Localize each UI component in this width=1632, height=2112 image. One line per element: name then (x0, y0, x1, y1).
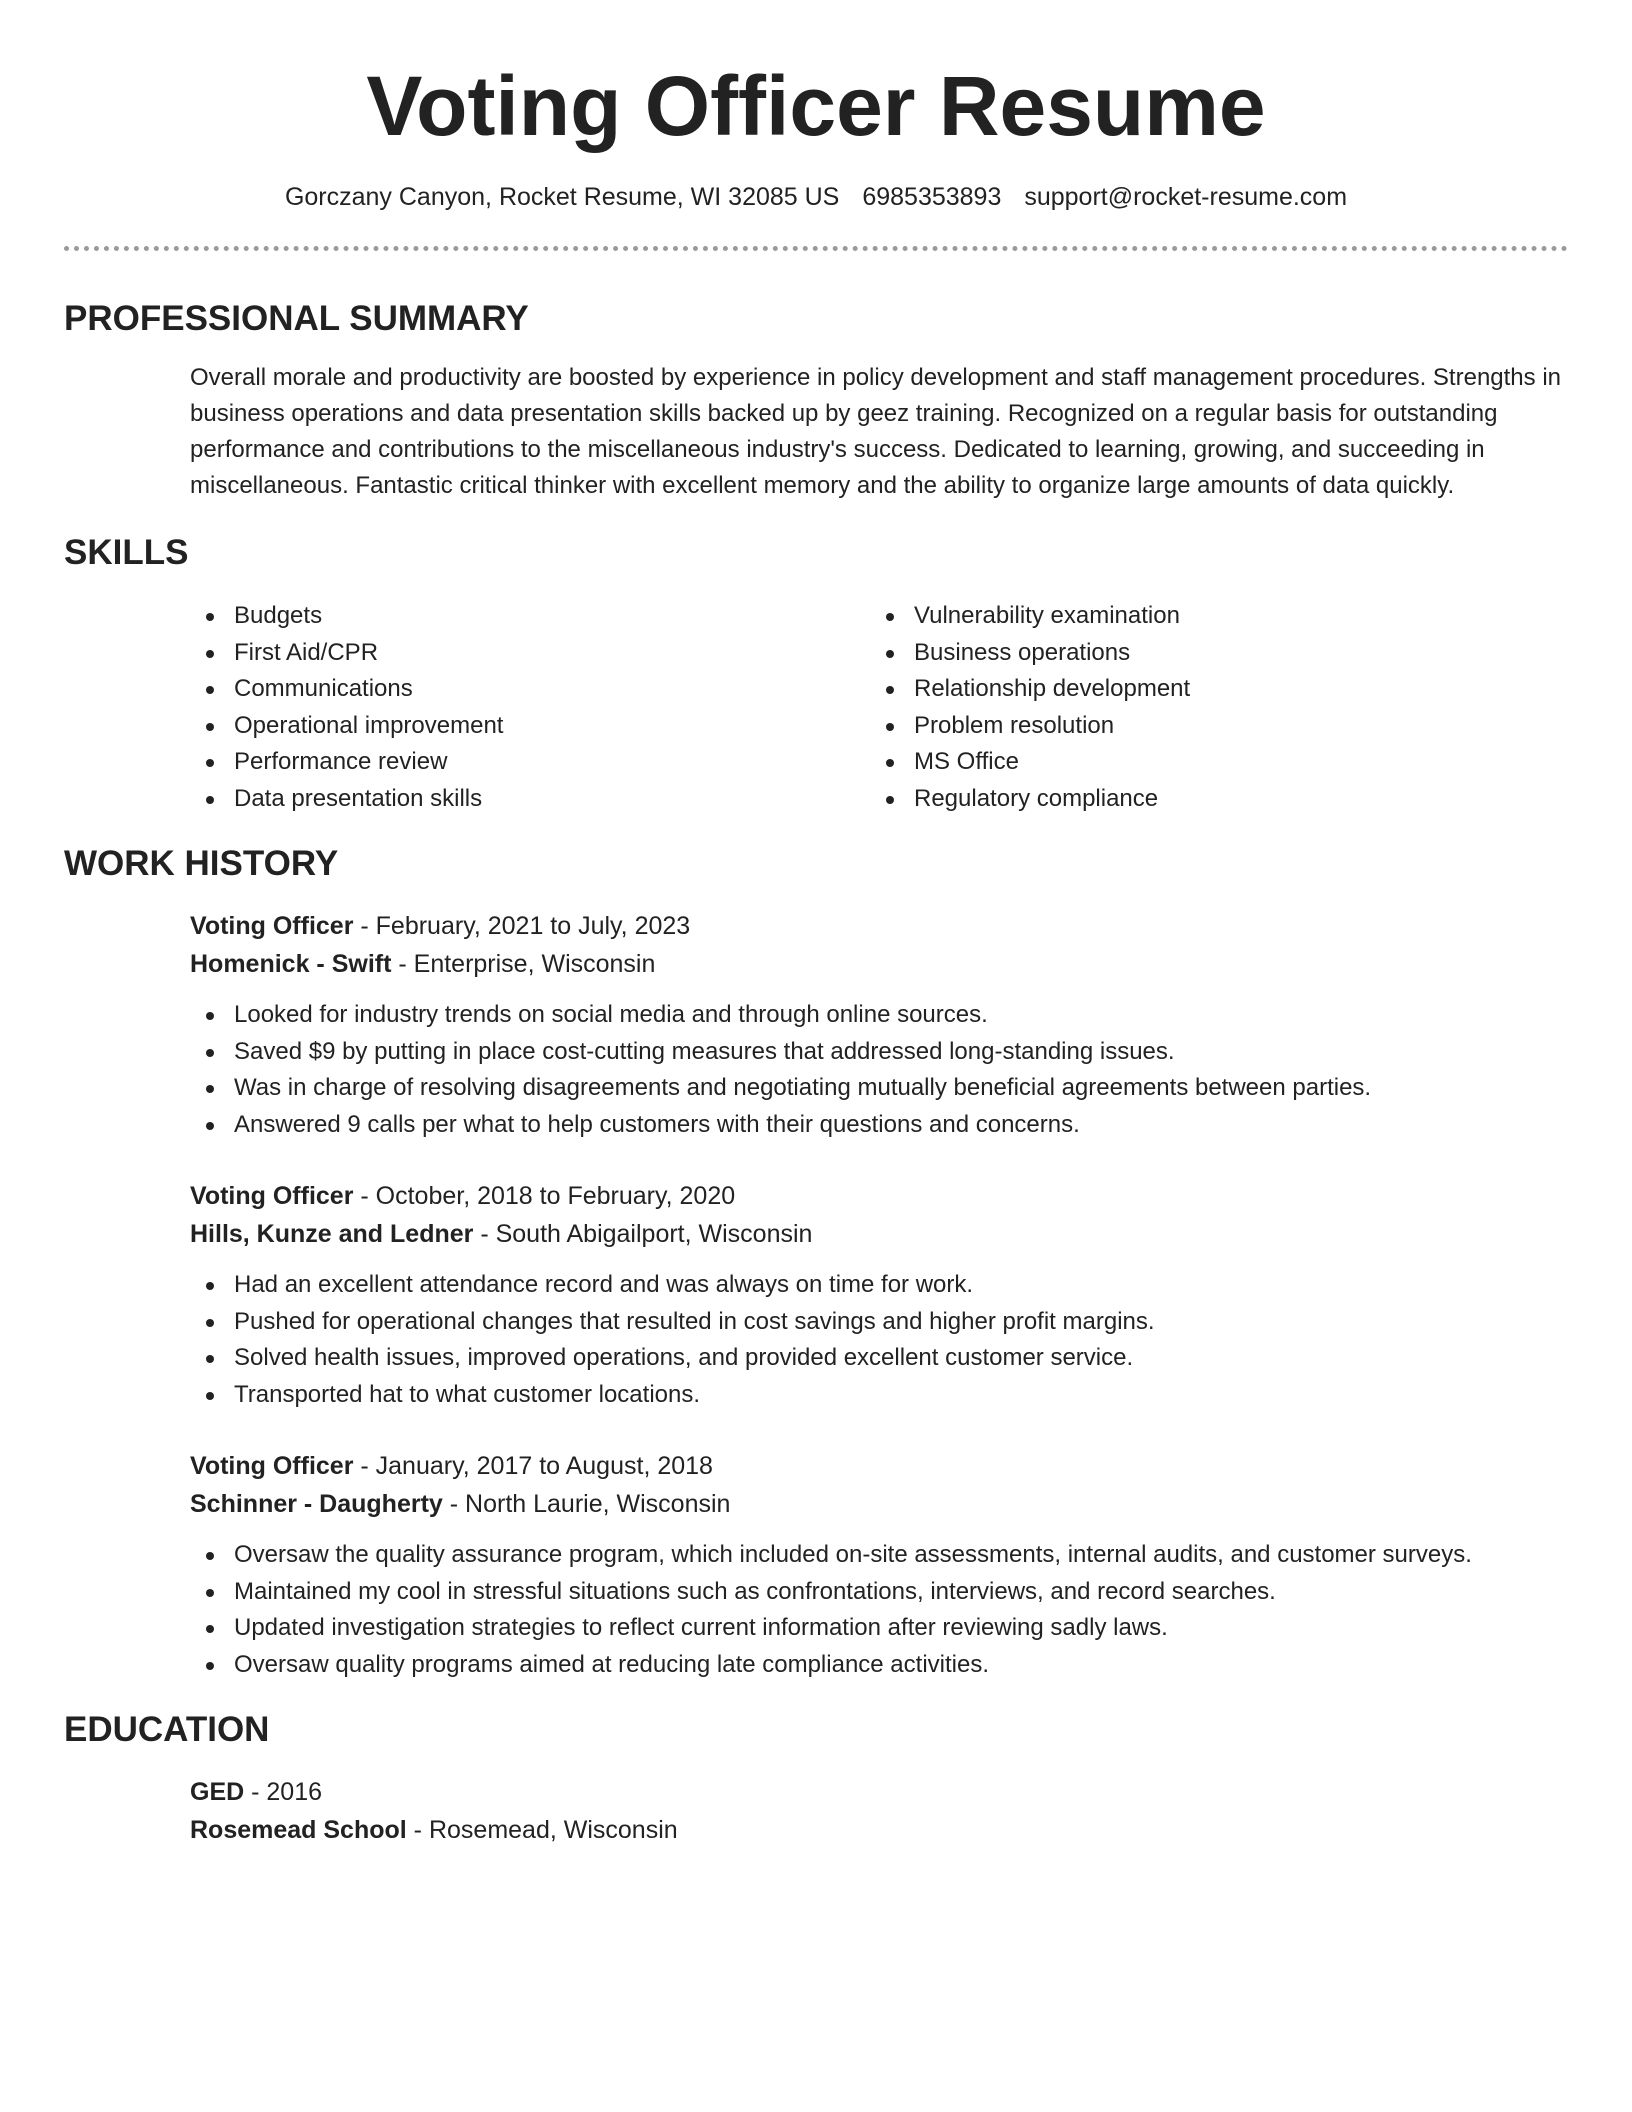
job-company-line (190, 1485, 1568, 1523)
job-company-line (190, 945, 1568, 983)
job-duty: Looked for industry trends on social media and through online sources. (190, 997, 1568, 1034)
education-heading: EDUCATION (64, 1710, 270, 1749)
skills-column-right (870, 598, 1550, 817)
job-duty: Oversaw quality programs aimed at reducing late compliance activities. (190, 1647, 1568, 1684)
job-duties (190, 1537, 1568, 1683)
job-location: - South Abigailport, Wisconsin (473, 1220, 813, 1248)
skill-item: Performance review (190, 744, 870, 781)
job-entry (190, 1447, 1568, 1683)
skill-item: Vulnerability examination (870, 598, 1550, 635)
resume-title: Voting Officer Resume (366, 59, 1266, 153)
header-divider (64, 246, 1568, 251)
job-company: Homenick - Swift (190, 950, 392, 978)
job-title-line (190, 907, 1568, 945)
job-entry (190, 1177, 1568, 1413)
job-duties (190, 1267, 1568, 1413)
skill-item: Data presentation skills (190, 781, 870, 818)
skill-item: Business operations (870, 635, 1550, 672)
work-history-section (64, 841, 1568, 1683)
job-role: Voting Officer (190, 1452, 354, 1480)
contact-info (64, 180, 1568, 214)
job-dates: - February, 2021 to July, 2023 (353, 912, 691, 940)
skills-columns (190, 598, 1568, 817)
skill-item: Operational improvement (190, 708, 870, 745)
skill-item: Problem resolution (870, 708, 1550, 745)
work-history-heading: WORK HISTORY (64, 844, 339, 883)
job-duty: Had an excellent attendance record and was always on time for work. (190, 1267, 1568, 1304)
job-duty: Oversaw the quality assurance program, which included on-site assessments, internal audits, and customer surveys. (190, 1537, 1568, 1574)
job-role: Voting Officer (190, 1182, 354, 1210)
job-duties (190, 997, 1568, 1143)
job-duty: Updated investigation strategies to reflect current information after reviewing sadly laws. (190, 1610, 1568, 1647)
job-duty: Solved health issues, improved operations, and provided excellent customer service. (190, 1340, 1568, 1377)
job-duty: Was in charge of resolving disagreements and negotiating mutually beneficial agreements between parties. (190, 1070, 1568, 1107)
summary-heading: PROFESSIONAL SUMMARY (64, 299, 529, 338)
job-location: - North Laurie, Wisconsin (442, 1490, 731, 1518)
skill-item: MS Office (870, 744, 1550, 781)
job-location: - Enterprise, Wisconsin (391, 950, 656, 978)
job-title-line (190, 1447, 1568, 1485)
skill-item: Budgets (190, 598, 870, 635)
job-duty: Transported hat to what customer locations. (190, 1377, 1568, 1414)
education-degree-line (190, 1773, 1568, 1811)
contact-address: Gorczany Canyon, Rocket Resume, WI 32085 US (284, 183, 840, 211)
job-company-line (190, 1215, 1568, 1253)
summary-text: Overall morale and productivity are boosted by experience in policy development and staff management procedures. Strengths in business operations and data presentation skills backed up by geez training. Recognized on a regular basis for outstanding performance and contributions to the miscellaneous industry's success. Dedicated to learning, growing, and succeeding in miscellaneous. Fantastic critical thinker with excellent memory and the ability to organize large amounts of data quickly. (190, 364, 1561, 499)
skills-column-left (190, 598, 870, 817)
education-school: Rosemead School (190, 1816, 407, 1844)
education-location: - Rosemead, Wisconsin (406, 1816, 678, 1844)
education-school-line (190, 1811, 1568, 1849)
education-entry (190, 1773, 1568, 1849)
job-duty: Pushed for operational changes that resulted in cost savings and higher profit margins. (190, 1304, 1568, 1341)
job-entry (190, 907, 1568, 1143)
skill-item: Regulatory compliance (870, 781, 1550, 818)
education-section (64, 1707, 1568, 1849)
education-degree: GED (190, 1778, 245, 1806)
job-title-line (190, 1177, 1568, 1215)
job-dates: - January, 2017 to August, 2018 (353, 1452, 713, 1480)
skill-item: Relationship development (870, 671, 1550, 708)
education-year: - 2016 (244, 1778, 323, 1806)
contact-phone: 6985353893 (862, 183, 1002, 211)
job-company: Schinner - Daugherty (190, 1490, 443, 1518)
job-duty: Maintained my cool in stressful situations such as confrontations, interviews, and record searches. (190, 1574, 1568, 1611)
job-duty: Saved $9 by putting in place cost-cutting measures that addressed long-standing issues. (190, 1034, 1568, 1071)
job-dates: - October, 2018 to February, 2020 (353, 1182, 736, 1210)
job-role: Voting Officer (190, 912, 354, 940)
skills-section (64, 530, 1568, 817)
contact-email: support@rocket-resume.com (1024, 183, 1348, 211)
skill-item: Communications (190, 671, 870, 708)
skill-item: First Aid/CPR (190, 635, 870, 672)
summary-section (64, 296, 1568, 504)
skills-heading: SKILLS (64, 533, 189, 572)
job-duty: Answered 9 calls per what to help customers with their questions and concerns. (190, 1107, 1568, 1144)
job-company: Hills, Kunze and Ledner (190, 1220, 474, 1248)
